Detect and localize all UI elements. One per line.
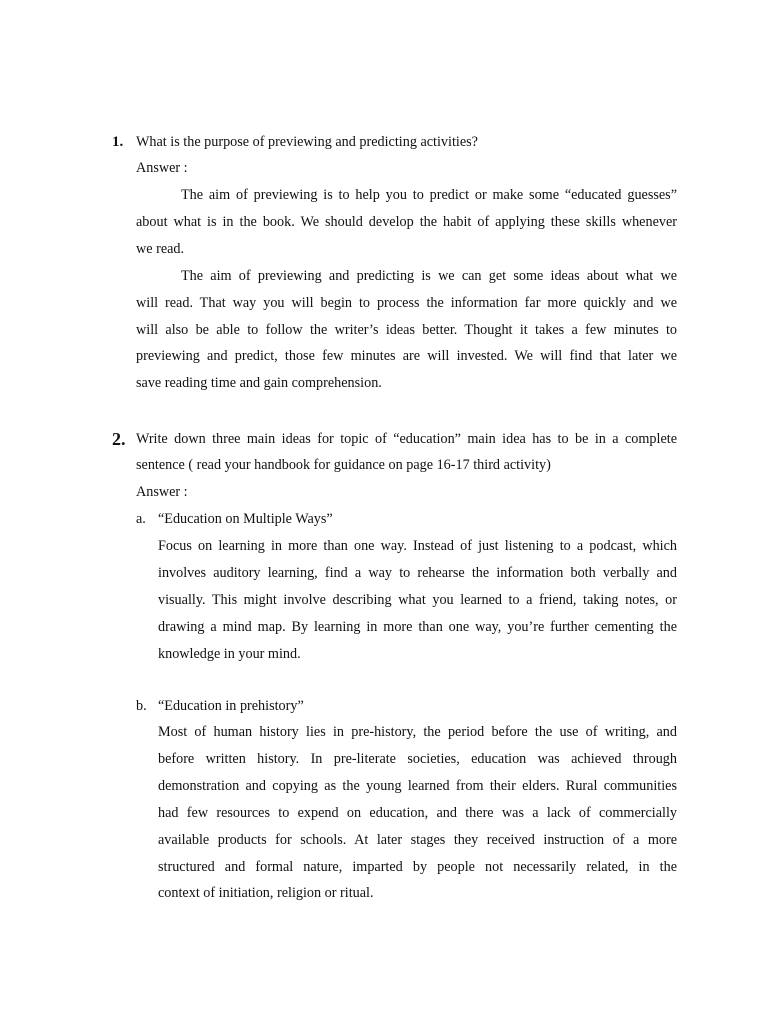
item-b-title: “Education in prehistory” bbox=[158, 698, 304, 714]
question-1-paragraph-2-line-4: previewing and predict, those few minutes are will invested. We will find that later we bbox=[136, 348, 677, 364]
item-b-line-4: had few resources to expend on education, and there was a lack of commercially bbox=[158, 805, 677, 821]
question-1-answer-label: Answer : bbox=[136, 160, 188, 176]
item-b-line-7: context of initiation, religion or ritual. bbox=[158, 885, 374, 901]
question-1-text: What is the purpose of previewing and predicting activities? bbox=[136, 134, 478, 150]
question-1-paragraph-2-line-1: The aim of previewing and predicting is we can get some ideas about what we bbox=[181, 268, 677, 284]
item-b-line-1: Most of human history lies in pre-history, the period before the use of writing, and bbox=[158, 724, 677, 740]
question-1-paragraph-1-line-2: about what is in the book. We should develop the habit of applying these skills whenever bbox=[136, 214, 677, 230]
question-1-paragraph-2-line-2: will read. That way you will begin to process the information far more quickly and we bbox=[136, 295, 677, 311]
question-2-answer-label: Answer : bbox=[136, 484, 188, 500]
question-1-paragraph-2-line-3: will also be able to follow the writer’s ideas better. Thought it takes a few minutes to bbox=[136, 322, 677, 338]
item-a-title: “Education on Multiple Ways” bbox=[158, 511, 333, 527]
item-b-line-5: available products for schools. At later stages they received instruction of a more bbox=[158, 832, 677, 848]
question-1-paragraph-1-line-3: we read. bbox=[136, 241, 185, 257]
item-a-line-4: drawing a mind map. By learning in more than one way, you’re further cementing the bbox=[158, 619, 677, 635]
item-a-line-5: knowledge in your mind. bbox=[158, 646, 301, 662]
item-a-line-3: visually. This might involve describing what you learned to a friend, taking notes, or bbox=[158, 592, 677, 608]
item-b-line-6: structured and formal nature, imparted by people not necessarily related, in the bbox=[158, 859, 677, 875]
question-2-number: 2. bbox=[112, 429, 126, 449]
question-1-paragraph-1-line-1: The aim of previewing is to help you to predict or make some “educated guesses” bbox=[181, 187, 677, 203]
item-b-line-3: demonstration and copying as the young learned from their elders. Rural communities bbox=[158, 778, 677, 794]
question-2-text-line-2: sentence ( read your handbook for guidance on page 16-17 third activity) bbox=[136, 457, 551, 473]
question-1-number: 1. bbox=[112, 134, 124, 150]
item-a-line-2: involves auditory learning, find a way to rehearse the information both verbally and bbox=[158, 565, 677, 581]
item-b-marker: b. bbox=[136, 698, 147, 714]
item-b-line-2: before written history. In pre-literate societies, education was achieved through bbox=[158, 751, 677, 767]
question-1-paragraph-2-line-5: save reading time and gain comprehension. bbox=[136, 375, 382, 391]
item-a-line-1: Focus on learning in more than one way. Instead of just listening to a podcast, which bbox=[158, 538, 677, 554]
item-a-marker: a. bbox=[136, 511, 146, 527]
question-2-text-line-1: Write down three main ideas for topic of “education” main idea has to be in a complete bbox=[136, 431, 677, 447]
